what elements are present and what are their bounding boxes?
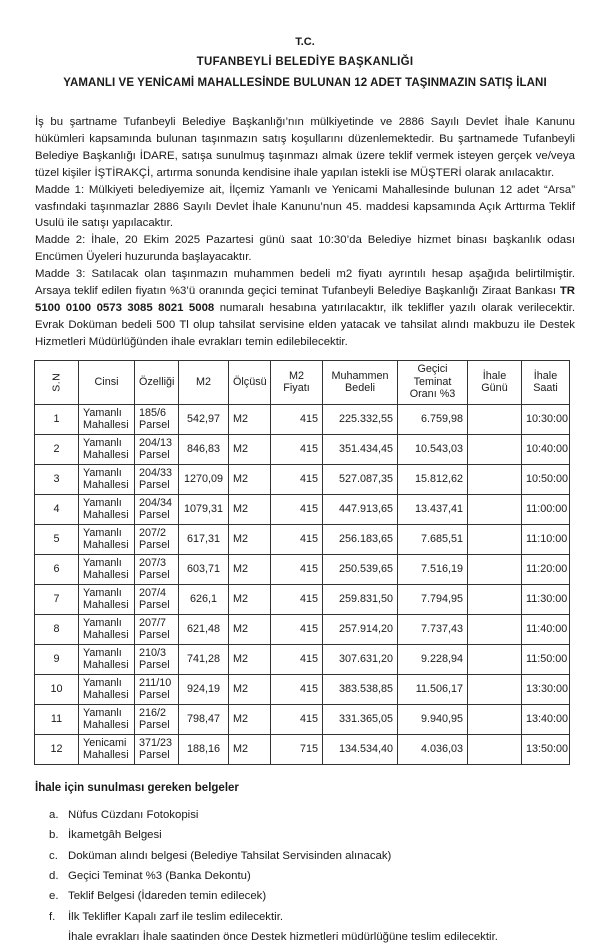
table-row [35,674,570,704]
cell-gecici-teminat: 7.737,43 [398,614,468,644]
cell-m2: 603,71 [179,554,229,584]
cell-ozelligi: 207/3 Parsel [135,554,179,584]
cell-m2-fiyati: 415 [271,674,323,704]
cell-sn: 11 [35,704,79,734]
cell-m2-fiyati: 415 [271,434,323,464]
cell-sn: 4 [35,494,79,524]
cell-gecici-teminat: 4.036,03 [398,734,468,764]
cell-ihale-gunu [468,584,522,614]
cell-m2: 542,97 [179,404,229,434]
cell-ihale-gunu [468,614,522,644]
list-item-letter: a. [49,808,59,821]
cell-m2-fiyati: 415 [271,554,323,584]
cell-m2-fiyati: 415 [271,404,323,434]
cell-muhammen-bedeli: 256.183,65 [323,524,398,554]
col-header-ozelligi: Özelliği [135,360,179,404]
cell-cinsi: Yamanlı Mahallesi [79,614,135,644]
cell-muhammen-bedeli: 527.087,35 [323,464,398,494]
list-item [49,886,575,906]
cell-ihale-saati: 11:40:00 [522,614,570,644]
cell-ozelligi: 211/10 Parsel [135,674,179,704]
cell-ozelligi: 204/33 Parsel [135,464,179,494]
cell-cinsi: Yamanlı Mahallesi [79,554,135,584]
cell-cinsi: Yamanlı Mahallesi [79,704,135,734]
header-authority: TUFANBEYLİ BELEDİYE BAŞKANLIĞI [196,56,414,68]
cell-olcusu: M2 [229,404,271,434]
document-header [35,36,575,90]
list-item [49,825,575,845]
list-item [49,866,575,886]
cell-cinsi: Yamanlı Mahallesi [79,434,135,464]
cell-ihale-saati: 10:40:00 [522,434,570,464]
cell-ihale-gunu [468,704,522,734]
cell-ihale-saati: 11:50:00 [522,644,570,674]
cell-sn: 5 [35,524,79,554]
cell-gecici-teminat: 9.940,95 [398,704,468,734]
table-row [35,554,570,584]
cell-sn: 12 [35,734,79,764]
cell-sn: 8 [35,614,79,644]
property-table [34,360,570,765]
header-tc: T.C. [295,36,315,48]
required-documents-list [35,805,575,948]
cell-muhammen-bedeli: 250.539,65 [323,554,398,584]
cell-m2-fiyati: 415 [271,704,323,734]
col-header-m2: M2 [179,360,229,404]
table-row [35,404,570,434]
cell-ozelligi: 210/3 Parsel [135,644,179,674]
madde3-text-before: Madde 3: Satılacak olan taşınmazın muhammen bedeli m2 fiyatı ayrıntılı hesap aşağıda belirtilmiştir. Arsaya teklif edilen fiyatın %3’ü oranında geçici teminat Tufanbeyli Belediye Başkanlığı Ziraat Bankası [35,268,575,298]
cell-cinsi: Yamanlı Mahallesi [79,404,135,434]
cell-ozelligi: 216/2 Parsel [135,704,179,734]
table-row [35,614,570,644]
cell-cinsi: Yamanlı Mahallesi [79,644,135,674]
cell-m2-fiyati: 415 [271,494,323,524]
cell-ihale-saati: 11:00:00 [522,494,570,524]
cell-olcusu: M2 [229,584,271,614]
table-row [35,584,570,614]
cell-ihale-saati: 13:40:00 [522,704,570,734]
cell-cinsi: Yamanlı Mahallesi [79,494,135,524]
cell-olcusu: M2 [229,704,271,734]
list-item-text: İkametgâh Belgesi [68,829,162,842]
cell-m2: 924,19 [179,674,229,704]
cell-gecici-teminat: 7.794,95 [398,584,468,614]
cell-olcusu: M2 [229,464,271,494]
cell-gecici-teminat: 11.506,17 [398,674,468,704]
list-item [49,805,575,825]
cell-ihale-saati: 11:10:00 [522,524,570,554]
list-item-letter: b. [49,829,59,842]
cell-m2-fiyati: 415 [271,644,323,674]
list-item [49,846,575,866]
cell-cinsi: Yamanlı Mahallesi [79,464,135,494]
required-documents-section [35,782,575,948]
cell-olcusu: M2 [229,644,271,674]
cell-sn: 1 [35,404,79,434]
list-item-text: İhale evrakları İhale saatinden önce Destek hizmetleri müdürlüğüne teslim edilecektir. [68,931,498,944]
paragraph-madde2: Madde 2: İhale, 20 Ekim 2025 Pazartesi günü saat 10:30’da Belediye hizmet binası başkanlık odası Encümen Üyeleri huzurunda başlayacaktır. [35,234,575,264]
cell-ihale-saati: 13:30:00 [522,674,570,704]
col-header-sn [35,360,79,404]
cell-olcusu: M2 [229,434,271,464]
cell-m2: 621,48 [179,614,229,644]
cell-ihale-gunu [468,404,522,434]
paragraph-madde3 [35,266,575,351]
list-item-letter: f. [49,910,56,923]
cell-gecici-teminat: 7.516,19 [398,554,468,584]
cell-ihale-gunu [468,554,522,584]
cell-m2: 1079,31 [179,494,229,524]
page-title: YAMANLI VE YENİCAMİ MAHALLESİNDE BULUNAN 12 ADET TAŞINMAZIN SATIŞ İLANI [63,77,547,89]
table-row [35,644,570,674]
cell-gecici-teminat: 7.685,51 [398,524,468,554]
col-header-m2-fiyati: M2 Fiyatı [271,360,323,404]
cell-ihale-gunu [468,494,522,524]
cell-ozelligi: 207/7 Parsel [135,614,179,644]
table-header-row [35,360,570,404]
cell-ozelligi: 371/23 Parsel [135,734,179,764]
cell-muhammen-bedeli: 134.534,40 [323,734,398,764]
cell-olcusu: M2 [229,674,271,704]
cell-m2-fiyati: 415 [271,614,323,644]
cell-sn: 9 [35,644,79,674]
list-item-letter: d. [49,869,59,882]
cell-muhammen-bedeli: 383.538,85 [323,674,398,704]
paragraph-madde1: Madde 1: Mülkiyeti belediyemize ait, İlçemiz Yamanlı ve Yenicami Mahallesinde bulunan 12 adet “Arsa” vasfındaki taşınmazlar 2886 Sayılı Devlet İhale Kanunu’nun 45. maddesi kapsamında Açık Arttırma Teklif Usulü ile satışı yapılacaktır. [35,183,575,230]
col-header-ihale-gunu: İhale Günü [468,360,522,404]
col-header-sn-label: S.N [50,372,63,392]
cell-ihale-saati: 11:20:00 [522,554,570,584]
cell-m2: 188,16 [179,734,229,764]
cell-ihale-saati: 10:50:00 [522,464,570,494]
cell-ozelligi: 207/4 Parsel [135,584,179,614]
cell-muhammen-bedeli: 257.914,20 [323,614,398,644]
cell-m2-fiyati: 415 [271,464,323,494]
col-header-muhammen-bedeli: Muhammen Bedeli [323,360,398,404]
cell-ihale-saati: 13:50:00 [522,734,570,764]
cell-ozelligi: 185/6 Parsel [135,404,179,434]
cell-sn: 3 [35,464,79,494]
cell-ihale-gunu [468,434,522,464]
cell-ihale-saati: 10:30:00 [522,404,570,434]
col-header-gecici-teminat: Geçici Teminat Oranı %3 [398,360,468,404]
col-header-olcusu: Ölçüsü [229,360,271,404]
cell-ozelligi: 207/2 Parsel [135,524,179,554]
cell-m2: 798,47 [179,704,229,734]
list-item-letter [49,927,68,947]
cell-muhammen-bedeli: 225.332,55 [323,404,398,434]
list-item [49,907,575,927]
document-body [35,114,575,351]
table-body [35,404,570,764]
cell-sn: 10 [35,674,79,704]
cell-muhammen-bedeli: 331.365,05 [323,704,398,734]
cell-olcusu: M2 [229,494,271,524]
cell-sn: 6 [35,554,79,584]
cell-ihale-gunu [468,734,522,764]
table-row [35,434,570,464]
cell-gecici-teminat: 9.228,94 [398,644,468,674]
paragraph-intro: İş bu şartname Tufanbeyli Belediye Başkanlığı’nın mülkiyetinde ve 2886 Sayılı Devlet İhale Kanunu hükümleri kapsamında bulunan taşınmazın satış koşullarını düzenlemektedir. Bu şartnamede Tufanbeyli Belediye Başkanlığı İDARE, satışa sunulmuş taşınmazı almak üzere teklif vermek isteyen gerçek ve/veya tüzel kişiler İŞTİRAKÇİ, artırma sonunda kendisine ihale yapılan istekli ise MÜŞTERİ olarak anılacaktır. [35,116,575,179]
cell-ihale-gunu [468,524,522,554]
table-row [35,704,570,734]
cell-olcusu: M2 [229,614,271,644]
cell-ihale-saati: 11:30:00 [522,584,570,614]
cell-m2-fiyati: 415 [271,584,323,614]
cell-m2: 617,31 [179,524,229,554]
cell-ozelligi: 204/34 Parsel [135,494,179,524]
cell-muhammen-bedeli: 447.913,65 [323,494,398,524]
cell-m2-fiyati: 715 [271,734,323,764]
required-documents-title: İhale için sunulması gereken belgeler [35,781,239,794]
cell-m2: 1270,09 [179,464,229,494]
cell-cinsi: Yamanlı Mahallesi [79,524,135,554]
cell-gecici-teminat: 10.543,03 [398,434,468,464]
cell-ihale-gunu [468,464,522,494]
cell-sn: 7 [35,584,79,614]
cell-olcusu: M2 [229,734,271,764]
cell-muhammen-bedeli: 351.434,45 [323,434,398,464]
cell-gecici-teminat: 13.437,41 [398,494,468,524]
cell-m2: 626,1 [179,584,229,614]
col-header-ihale-saati: İhale Saati [522,360,570,404]
madde3-text-after: numaralı hesabına yatırılacaktır, ilk teklifler yazılı olarak verilecektir. Evrak Doküman bedeli 500 Tl olup tahsilat servisine elden yatacak ve tahsilat alındı makbuzu ile Destek Hizmetleri Müdürlüğünden ihale evrakları temin edilebilecektir. [35,301,575,348]
list-item-text: Nüfus Cüzdanı Fotokopisi [68,808,199,821]
list-item-text: Geçici Teminat %3 (Banka Dekontu) [68,869,251,882]
list-item-text: Doküman alındı belgesi (Belediye Tahsilat Servisinden alınacak) [68,849,392,862]
list-item-letter: e. [49,890,59,903]
cell-ihale-gunu [468,644,522,674]
table-row [35,464,570,494]
cell-cinsi: Yamanlı Mahallesi [79,584,135,614]
table-row [35,734,570,764]
cell-muhammen-bedeli: 307.631,20 [323,644,398,674]
list-item [49,927,575,947]
cell-muhammen-bedeli: 259.831,50 [323,584,398,614]
cell-m2: 846,83 [179,434,229,464]
cell-cinsi: Yenicami Mahallesi [79,734,135,764]
table-row [35,494,570,524]
cell-olcusu: M2 [229,524,271,554]
list-item-text: İlk Teklifler Kapalı zarf ile teslim edilecektir. [68,910,284,923]
list-item-letter: c. [49,849,58,862]
cell-ozelligi: 204/13 Parsel [135,434,179,464]
cell-gecici-teminat: 6.759,98 [398,404,468,434]
cell-sn: 2 [35,434,79,464]
col-header-cinsi: Cinsi [79,360,135,404]
cell-ihale-gunu [468,674,522,704]
table-row [35,524,570,554]
cell-cinsi: Yamanlı Mahallesi [79,674,135,704]
cell-m2-fiyati: 415 [271,524,323,554]
iban-number: TR 5100 0100 0573 3085 8021 5008 [35,285,575,314]
list-item-text: Teklif Belgesi (İdareden temin edilecek) [68,890,267,903]
cell-gecici-teminat: 15.812,62 [398,464,468,494]
cell-m2: 741,28 [179,644,229,674]
cell-olcusu: M2 [229,554,271,584]
